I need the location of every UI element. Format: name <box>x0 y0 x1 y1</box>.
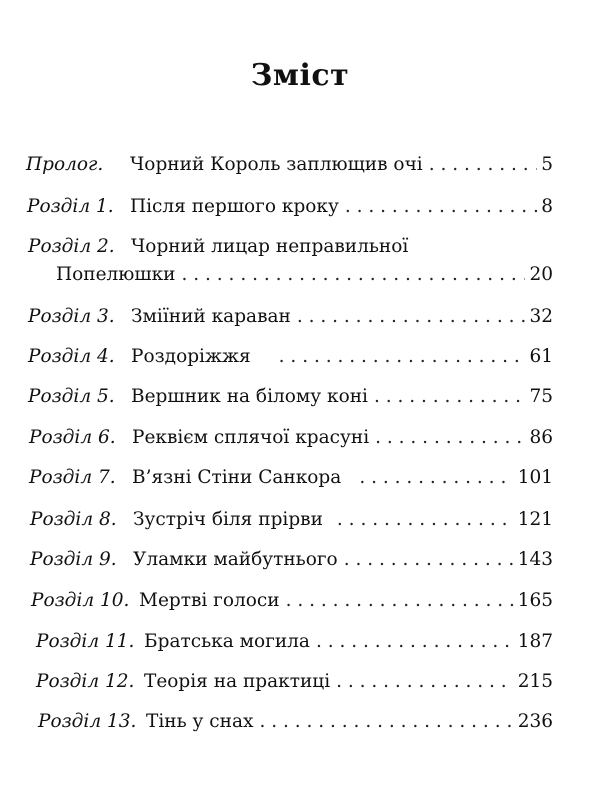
dot-leader <box>429 153 538 177</box>
entry-title: Зміїний караван <box>131 306 291 327</box>
entry-label: Розділ 11. <box>36 631 135 652</box>
toc-entry-chapter-9 <box>30 548 553 572</box>
entry-title-line1: Чорний лицар неправильної <box>131 236 409 257</box>
entry-label: Розділ 5. <box>28 386 115 407</box>
entry-page: 215 <box>517 671 553 692</box>
dot-leader <box>259 710 513 734</box>
entry-title: Зустріч біля прірви <box>133 509 323 530</box>
toc-entry-chapter-2 <box>56 263 553 287</box>
toc-entry-chapter-8 <box>30 508 553 532</box>
dot-leader <box>337 508 514 532</box>
entry-title: Після першого кроку <box>130 196 339 217</box>
entry-page: 236 <box>517 711 553 732</box>
entry-label: Розділ 13. <box>38 711 137 732</box>
toc-entry-prologue <box>26 153 553 177</box>
entry-label: Розділ 6. <box>29 427 116 448</box>
entry-label: Розділ 2. <box>28 236 115 257</box>
entry-page: 32 <box>529 306 553 327</box>
entry-label: Розділ 1. <box>27 196 114 217</box>
dot-leader <box>286 589 514 613</box>
entry-title: Братська могила <box>144 631 310 652</box>
toc-entry-chapter-2-first-line <box>28 235 408 259</box>
toc-entry-chapter-6 <box>29 426 553 450</box>
entry-label: Розділ 8. <box>30 509 117 530</box>
entry-label: Розділ 12. <box>36 671 135 692</box>
entry-title: Теорія на практиці <box>144 671 331 692</box>
toc-entry-chapter-11 <box>36 630 553 654</box>
entry-page: 8 <box>541 196 553 217</box>
dot-leader <box>345 195 537 219</box>
entry-title: Попелюшки <box>56 264 176 285</box>
entry-page: 143 <box>517 549 553 570</box>
entry-page: 61 <box>529 346 553 367</box>
entry-title: В’язні Стіни Санкора <box>132 467 342 488</box>
toc-entry-chapter-13 <box>38 710 553 734</box>
dot-leader <box>359 466 513 490</box>
entry-label: Розділ 7. <box>29 467 116 488</box>
entry-title: Чорний Король заплющив очі <box>130 154 423 175</box>
entry-label: Пролог. <box>26 154 104 175</box>
entry-page: 165 <box>517 590 553 611</box>
entry-label: Розділ 9. <box>30 549 117 570</box>
dot-leader <box>316 630 514 654</box>
toc-entry-chapter-1 <box>27 195 553 219</box>
dot-leader <box>344 548 514 572</box>
entry-page: 86 <box>529 427 553 448</box>
toc-entry-chapter-7 <box>29 466 553 490</box>
entry-page: 20 <box>529 264 553 285</box>
page-title: Зміст <box>250 58 350 93</box>
entry-title: Роздоріжжя <box>131 346 251 367</box>
toc-entry-chapter-12 <box>36 670 553 694</box>
toc-entry-chapter-4 <box>28 345 553 369</box>
entry-page: 121 <box>517 509 553 530</box>
entry-page: 101 <box>517 467 553 488</box>
dot-leader <box>297 305 526 329</box>
dot-leader <box>374 385 525 409</box>
dot-leader <box>279 345 526 369</box>
dot-leader <box>375 426 525 450</box>
toc-entry-chapter-10 <box>31 589 553 613</box>
entry-title: Уламки майбутнього <box>133 549 338 570</box>
dot-leader <box>336 670 514 694</box>
entry-title: Мертві голоси <box>139 590 280 611</box>
entry-page: 5 <box>541 154 553 175</box>
entry-label: Розділ 4. <box>28 346 115 367</box>
dot-leader <box>182 263 526 287</box>
entry-label: Розділ 10. <box>31 590 130 611</box>
entry-title: Реквієм сплячої красуні <box>132 427 370 448</box>
entry-page: 187 <box>517 631 553 652</box>
entry-title: Вершник на білому коні <box>131 386 368 407</box>
toc-entry-chapter-3 <box>28 305 553 329</box>
entry-title: Тінь у снах <box>146 711 254 732</box>
entry-label: Розділ 3. <box>28 306 115 327</box>
entry-page: 75 <box>529 386 553 407</box>
toc-entry-chapter-5 <box>28 385 553 409</box>
